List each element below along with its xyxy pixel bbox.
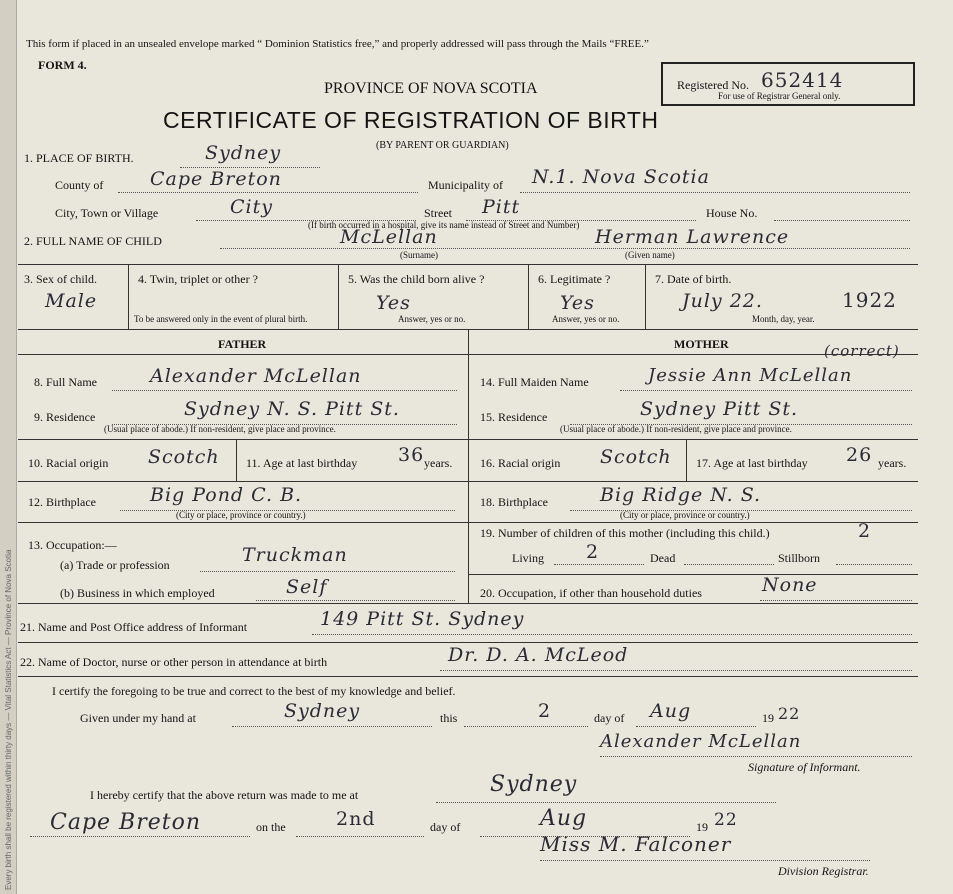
registered-box xyxy=(661,62,915,106)
registrar-county-value: Cape Breton xyxy=(50,810,202,835)
mother-name-correction: (correct) xyxy=(824,342,900,360)
page-title: CERTIFICATE OF REGISTRATION OF BIRTH xyxy=(163,107,659,133)
business-label: (b) Business in which employed xyxy=(60,586,215,600)
sex-label: 3. Sex of child. xyxy=(24,272,97,286)
certify-statement: I certify the foregoing to be true and correct to the best of my knowledge and belief. xyxy=(52,684,456,698)
legitimate-value: Yes xyxy=(560,292,595,314)
page-subtitle: (BY PARENT OR GUARDIAN) xyxy=(376,140,509,151)
twin-label: 4. Twin, triplet or other ? xyxy=(138,272,258,286)
street-note: (If birth occurred in a hospital, give its name instead of Street and Number) xyxy=(308,220,580,230)
form-number: FORM 4. xyxy=(38,58,87,72)
mother-occupation-label: 20. Occupation, if other than household duties xyxy=(480,586,702,600)
mother-occupation-value: None xyxy=(762,574,818,596)
stillborn-label: Stillborn xyxy=(778,551,821,565)
province-title: PROVINCE OF NOVA SCOTIA xyxy=(324,80,538,97)
registrar-year-value: 22 xyxy=(714,810,738,830)
registrar-year-prefix: 19 xyxy=(696,820,708,834)
mother-birthplace-note: (City or place, province or country.) xyxy=(620,510,750,520)
city-label: City, Town or Village xyxy=(55,206,159,220)
father-racial-label: 10. Racial origin xyxy=(28,456,109,470)
place-of-birth-value: Sydney xyxy=(205,142,282,164)
trade-label: (a) Trade or profession xyxy=(60,558,170,572)
alive-label: 5. Was the child born alive ? xyxy=(348,272,485,286)
father-birthplace-value: Big Pond C. B. xyxy=(150,484,303,506)
dob-label: 7. Date of birth. xyxy=(655,272,732,286)
mother-age-label: 17. Age at last birthday xyxy=(696,456,808,470)
registrar-day-label: day of xyxy=(430,820,461,834)
father-residence-note: (Usual place of abode.) If non-resident, give place and province. xyxy=(104,424,336,434)
mother-name-label: 14. Full Maiden Name xyxy=(480,375,589,389)
father-birthplace-note: (City or place, province or country.) xyxy=(176,510,306,520)
binding-strip xyxy=(0,0,17,894)
father-racial-value: Scotch xyxy=(148,446,220,468)
given-name-note: (Given name) xyxy=(625,250,675,260)
informant-signature-label: Signature of Informant. xyxy=(748,760,861,774)
father-age-suffix: years. xyxy=(424,456,453,470)
registrar-statement: I hereby certify that the above return was made to me at xyxy=(90,788,359,802)
father-occupation-label: 13. Occupation:— xyxy=(28,538,117,552)
mother-name-value: Jessie Ann McLellan xyxy=(648,365,853,386)
registered-note: For use of Registrar General only. xyxy=(718,91,841,101)
cert-year-value: 22 xyxy=(778,704,801,723)
father-name-value: Alexander McLellan xyxy=(150,365,362,387)
sex-value: Male xyxy=(45,290,98,312)
registered-label: Registered No. xyxy=(677,78,749,92)
registered-number: 652414 xyxy=(761,68,844,92)
cert-month-value: Aug xyxy=(650,700,692,722)
father-age-value: 36 xyxy=(398,444,425,466)
father-birthplace-label: 12. Birthplace xyxy=(28,495,96,509)
twin-note: To be answered only in the event of plural birth. xyxy=(134,314,308,324)
doctor-value: Dr. D. A. McLeod xyxy=(448,644,629,666)
informant-signature: Alexander McLellan xyxy=(600,731,802,752)
mother-heading: MOTHER xyxy=(674,337,729,351)
this-label: this xyxy=(440,711,458,725)
dob-value: July 22. xyxy=(682,290,763,312)
city-value: City xyxy=(230,196,273,218)
alive-value: Yes xyxy=(376,292,411,314)
municipality-label: Municipality of xyxy=(428,178,503,192)
child-given-value: Herman Lawrence xyxy=(595,226,790,248)
child-surname-value: McLellan xyxy=(340,226,438,248)
legitimate-label: 6. Legitimate ? xyxy=(538,272,611,286)
legitimate-note: Answer, yes or no. xyxy=(552,314,620,324)
father-heading: FATHER xyxy=(218,337,267,351)
street-value: Pitt xyxy=(482,196,521,218)
informant-value: 149 Pitt St. Sydney xyxy=(320,608,525,630)
registrar-signature-label: Division Registrar. xyxy=(778,864,869,878)
mother-residence-note: (Usual place of abode.) If non-resident, give place and province. xyxy=(560,424,792,434)
cert-day-label: day of xyxy=(594,711,625,725)
alive-note: Answer, yes or no. xyxy=(398,314,466,324)
house-label: House No. xyxy=(706,206,758,220)
given-place-value: Sydney xyxy=(284,700,361,722)
binding-text: Every birth shall be registered within thirty days — Vital Statistics Act — Province of Nova Scotia xyxy=(4,549,13,890)
dead-label: Dead xyxy=(650,551,676,565)
given-under-label: Given under my hand at xyxy=(80,711,196,725)
county-label: County of xyxy=(55,178,104,192)
cert-day-value: 2 xyxy=(538,700,552,722)
place-of-birth-label: 1. PLACE OF BIRTH. xyxy=(24,151,134,165)
living-value: 2 xyxy=(586,541,600,563)
registrar-month-value: Aug xyxy=(540,806,588,831)
registrar-day-value: 2nd xyxy=(336,808,376,830)
street-label: Street xyxy=(424,206,452,220)
trade-value: Truckman xyxy=(242,544,348,566)
doctor-label: 22. Name of Doctor, nurse or other person in attendance at birth xyxy=(20,655,328,669)
on-the-label: on the xyxy=(256,820,286,834)
child-name-label: 2. FULL NAME OF CHILD xyxy=(24,234,162,248)
informant-label: 21. Name and Post Office address of Informant xyxy=(20,620,248,634)
father-age-label: 11. Age at last birthday xyxy=(246,456,358,470)
mother-birthplace-value: Big Ridge N. S. xyxy=(600,484,762,506)
business-value: Self xyxy=(286,576,328,598)
father-residence-value: Sydney N. S. Pitt St. xyxy=(184,398,400,420)
mother-age-suffix: years. xyxy=(878,456,907,470)
registrar-signature: Miss M. Falconer xyxy=(540,832,732,856)
dob-note: Month, day, year. xyxy=(752,314,815,324)
registrar-place-value: Sydney xyxy=(490,772,578,797)
mother-age-value: 26 xyxy=(846,444,873,466)
mother-residence-value: Sydney Pitt St. xyxy=(640,398,799,420)
cert-year-prefix: 19 xyxy=(762,711,774,725)
dob-year: 1922 xyxy=(842,288,897,312)
mother-racial-label: 16. Racial origin xyxy=(480,456,561,470)
mail-note: This form if placed in an unsealed envelope marked “ Dominion Statistics free,” and properly addressed will pass through the Mails “FREE.” xyxy=(26,38,649,50)
municipality-value: N.1. Nova Scotia xyxy=(532,166,710,188)
living-label: Living xyxy=(512,551,544,565)
father-name-label: 8. Full Name xyxy=(34,375,97,389)
county-value: Cape Breton xyxy=(150,168,282,190)
mother-racial-value: Scotch xyxy=(600,446,672,468)
mother-birthplace-label: 18. Birthplace xyxy=(480,495,548,509)
children-label: 19. Number of children of this mother (including this child.) xyxy=(480,526,770,540)
children-value: 2 xyxy=(858,520,872,542)
surname-note: (Surname) xyxy=(400,250,438,260)
father-residence-label: 9. Residence xyxy=(34,410,96,424)
mother-residence-label: 15. Residence xyxy=(480,410,548,424)
